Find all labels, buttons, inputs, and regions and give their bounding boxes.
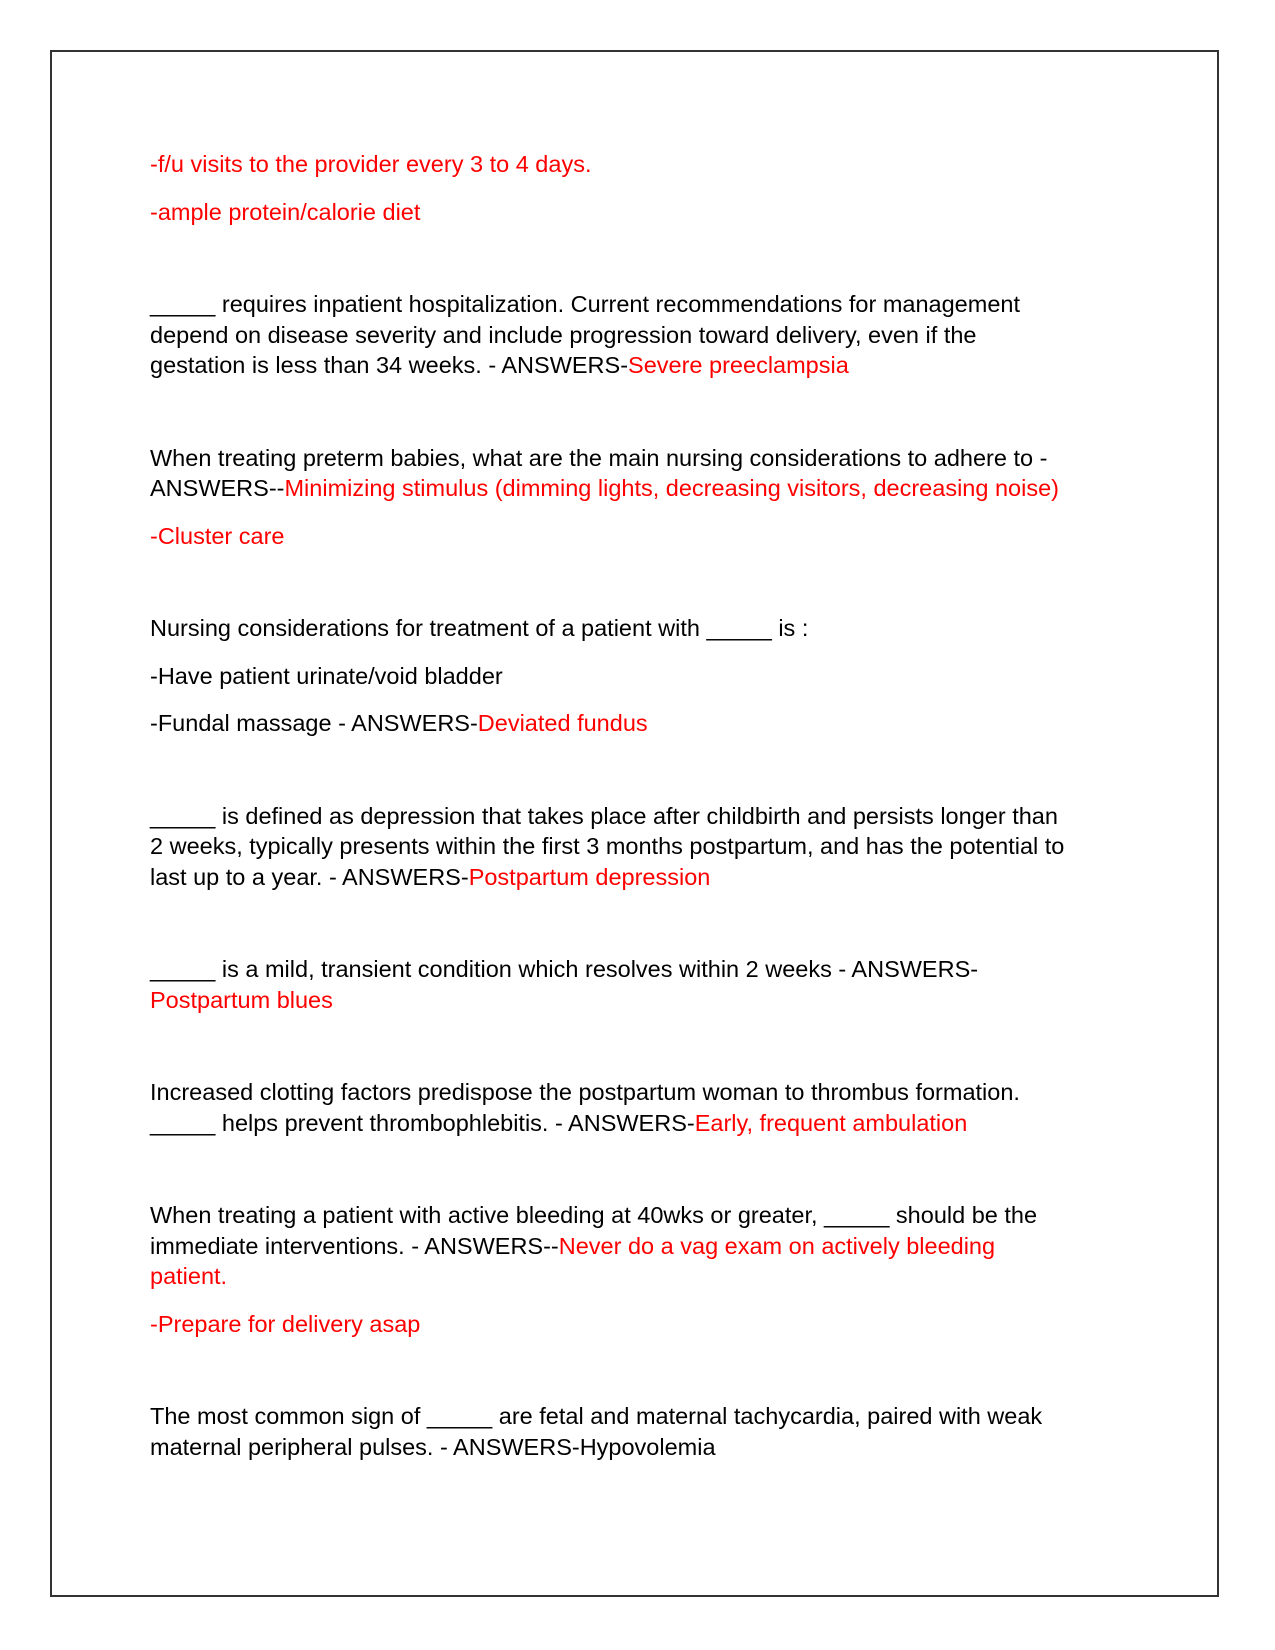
question-text: immediate interventions. - ANSWERS-- bbox=[150, 1232, 559, 1259]
question-line: When treating preterm babies, what are the main nursing considerations to adhere to - bbox=[150, 444, 1048, 471]
answer-text: Deviated fundus bbox=[477, 710, 648, 736]
question-answer-line bbox=[150, 473, 1140, 504]
question-line: The most common sign of _____ are fetal and maternal tachycardia, paired with weak bbox=[150, 1403, 1043, 1429]
answer-line: -ample protein/calorie diet bbox=[150, 198, 421, 225]
question-line: Increased clotting factors predispose the postpartum woman to thrombus formation. bbox=[150, 1079, 1020, 1105]
answer-text: Never do a vag exam on actively bleeding bbox=[558, 1232, 996, 1259]
qa-item-hypovolemia bbox=[150, 1401, 1140, 1462]
question-line: 2 weeks, typically presents within the first 3 months postpartum, and has the potential to bbox=[150, 833, 1065, 859]
question-answer-line bbox=[150, 862, 1140, 893]
answer-text: Early, frequent ambulation bbox=[694, 1109, 968, 1136]
question-text: last up to a year. - ANSWERS- bbox=[150, 863, 469, 890]
question-answer-line bbox=[150, 1108, 1140, 1139]
qa-item-preterm-babies bbox=[150, 443, 1140, 552]
answer-line: -f/u visits to the provider every 3 to 4 days. bbox=[150, 151, 592, 177]
answer-line: -Cluster care bbox=[150, 522, 285, 549]
question-line: _____ requires inpatient hospitalization. Current recommendations for management bbox=[150, 291, 1020, 317]
question-text: ANSWERS-- bbox=[150, 475, 285, 501]
question-line: _____ is a mild, transient condition which resolves within 2 weeks - ANSWERS- bbox=[150, 956, 979, 982]
qa-item-early-ambulation bbox=[150, 1077, 1140, 1138]
answer-text: Minimizing stimulus (dimming lights, decreasing visitors, decreasing noise) bbox=[284, 475, 1059, 501]
answer-line: patient. bbox=[150, 1263, 228, 1289]
answer-line: -Prepare for delivery asap bbox=[150, 1310, 421, 1337]
question-line: Nursing considerations for treatment of a patient with _____ is : bbox=[150, 615, 809, 641]
question-line: -Have patient urinate/void bladder bbox=[150, 662, 503, 689]
intro-block bbox=[150, 149, 1140, 227]
question-answer-line: maternal peripheral pulses. - ANSWERS-Hypovolemia bbox=[150, 1433, 716, 1460]
answer-text: Severe preeclampsia bbox=[628, 352, 849, 378]
qa-item-postpartum-blues bbox=[150, 954, 1140, 1015]
question-answer-line bbox=[150, 1231, 1140, 1262]
question-line: When treating a patient with active bleeding at 40wks or greater, _____ should be the bbox=[150, 1202, 1038, 1228]
qa-item-deviated-fundus bbox=[150, 613, 1140, 739]
qa-item-active-bleeding bbox=[150, 1200, 1140, 1339]
answer-line: Postpartum blues bbox=[150, 986, 333, 1013]
question-answer-line bbox=[150, 350, 1140, 381]
answer-text: Postpartum depression bbox=[468, 863, 711, 890]
question-text: -Fundal massage - ANSWERS- bbox=[150, 710, 478, 736]
qa-item-postpartum-depression bbox=[150, 801, 1140, 893]
question-text: _____ helps prevent thrombophlebitis. - ANSWERS- bbox=[150, 1109, 695, 1136]
question-answer-line bbox=[150, 708, 1140, 739]
question-line: depend on disease severity and include progression toward delivery, even if the bbox=[150, 321, 977, 348]
question-line: _____ is defined as depression that takes place after childbirth and persists longer than bbox=[150, 802, 1058, 829]
document-body bbox=[150, 149, 1140, 1462]
qa-item-severe-preeclampsia bbox=[150, 289, 1140, 381]
question-text: gestation is less than 34 weeks. - ANSWERS- bbox=[150, 352, 629, 378]
